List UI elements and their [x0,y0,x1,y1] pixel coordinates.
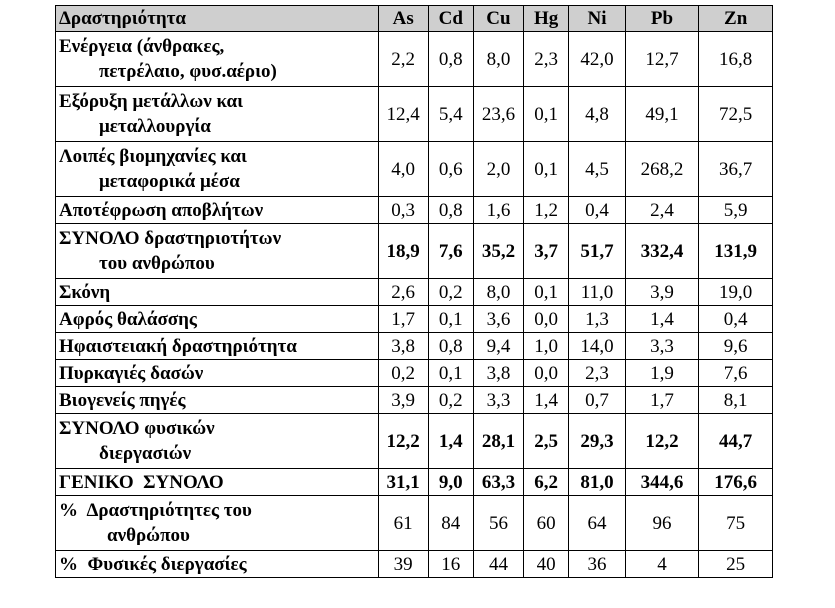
cell-ni: 4,5 [569,142,625,197]
cell-cu: 2,0 [474,142,524,197]
cell-cu: 3,8 [474,360,524,387]
row-label-line: ΣΥΝΟΛΟ φυσικών [59,418,215,439]
row-label-line: Ενέργεια (άνθρακες, [59,36,225,57]
row-label [56,496,379,551]
cell-as: 3,8 [378,333,428,360]
header-zn: Zn [699,6,773,32]
cell-cd: 0,2 [428,387,473,414]
cell-pb: 12,2 [625,414,699,469]
cell-zn: 5,9 [699,197,773,224]
table-row [56,32,773,87]
cell-cd: 0,8 [428,32,473,87]
row-label [56,224,379,279]
cell-ni: 1,3 [569,306,625,333]
row-label: ΓΕΝΙΚΟ ΣΥΝΟΛΟ [56,469,379,496]
cell-hg: 6,2 [523,469,568,496]
header-ni: Ni [569,6,625,32]
row-label [56,87,379,142]
header-row [56,6,773,32]
row-label [56,32,379,87]
header-pb: Pb [625,6,699,32]
cell-zn: 19,0 [699,279,773,306]
cell-ni: 0,7 [569,387,625,414]
cell-cd: 0,8 [428,197,473,224]
cell-cd: 84 [428,496,473,551]
cell-cd: 0,8 [428,333,473,360]
cell-hg: 2,3 [523,32,568,87]
cell-hg: 3,7 [523,224,568,279]
cell-ni: 4,8 [569,87,625,142]
cell-hg: 1,2 [523,197,568,224]
cell-zn: 72,5 [699,87,773,142]
table-row [56,387,773,414]
cell-cu: 23,6 [474,87,524,142]
cell-ni: 42,0 [569,32,625,87]
row-label: Αφρός θαλάσσης [56,306,379,333]
cell-zn: 176,6 [699,469,773,496]
cell-cu: 35,2 [474,224,524,279]
table-row [56,142,773,197]
cell-as: 0,2 [378,360,428,387]
cell-hg: 0,0 [523,306,568,333]
header-cu: Cu [474,6,524,32]
table-row [56,224,773,279]
cell-zn: 44,7 [699,414,773,469]
cell-ni: 0,4 [569,197,625,224]
header-hg: Hg [523,6,568,32]
cell-zn: 75 [699,496,773,551]
cell-pb: 1,4 [625,306,699,333]
cell-pb: 332,4 [625,224,699,279]
row-label-line: μεταφορικά μέσα [99,171,240,192]
cell-zn: 25 [699,551,773,578]
cell-hg: 1,4 [523,387,568,414]
cell-as: 4,0 [378,142,428,197]
cell-hg: 0,1 [523,279,568,306]
cell-as: 1,7 [378,306,428,333]
cell-zn: 131,9 [699,224,773,279]
cell-ni: 11,0 [569,279,625,306]
cell-cu: 28,1 [474,414,524,469]
cell-pb: 268,2 [625,142,699,197]
cell-zn: 16,8 [699,32,773,87]
cell-ni: 29,3 [569,414,625,469]
row-label-line: μεταλλουργία [99,116,211,137]
row-label-line: πετρέλαιο, φυσ.αέριο) [99,61,277,82]
row-label: Σκόνη [56,279,379,306]
row-label: Βιογενείς πηγές [56,387,379,414]
cell-cd: 0,1 [428,360,473,387]
cell-hg: 2,5 [523,414,568,469]
cell-cu: 8,0 [474,279,524,306]
cell-ni: 81,0 [569,469,625,496]
cell-as: 18,9 [378,224,428,279]
row-label-line: Εξόρυξη μετάλλων και [59,91,243,112]
row-label: Αποτέφρωση αποβλήτων [56,197,379,224]
row-label [56,414,379,469]
table-row [56,551,773,578]
cell-cu: 3,6 [474,306,524,333]
table-row [56,414,773,469]
cell-cu: 56 [474,496,524,551]
row-label: Ηφαιστειακή δραστηριότητα [56,333,379,360]
cell-zn: 36,7 [699,142,773,197]
cell-as: 12,2 [378,414,428,469]
cell-hg: 1,0 [523,333,568,360]
cell-cd: 7,6 [428,224,473,279]
header-activity: Δραστηριότητα [56,6,379,32]
table-row [56,87,773,142]
cell-as: 61 [378,496,428,551]
cell-cd: 5,4 [428,87,473,142]
row-label-line: ανθρώπου [107,525,190,546]
cell-zn: 8,1 [699,387,773,414]
cell-hg: 60 [523,496,568,551]
cell-cu: 3,3 [474,387,524,414]
cell-hg: 0,0 [523,360,568,387]
cell-hg: 0,1 [523,142,568,197]
table-row [56,496,773,551]
cell-hg: 0,1 [523,87,568,142]
cell-ni: 2,3 [569,360,625,387]
table-row [56,197,773,224]
cell-cd: 0,1 [428,306,473,333]
cell-zn: 0,4 [699,306,773,333]
cell-cd: 9,0 [428,469,473,496]
table-row [56,279,773,306]
cell-as: 2,6 [378,279,428,306]
cell-as: 39 [378,551,428,578]
cell-zn: 9,6 [699,333,773,360]
row-label [56,142,379,197]
table-row [56,469,773,496]
row-label-line: % Δραστηριότητες του [59,500,252,521]
cell-pb: 4 [625,551,699,578]
table-row [56,360,773,387]
cell-ni: 14,0 [569,333,625,360]
cell-pb: 1,7 [625,387,699,414]
table-row [56,306,773,333]
cell-zn: 7,6 [699,360,773,387]
cell-cd: 1,4 [428,414,473,469]
cell-as: 12,4 [378,87,428,142]
cell-cu: 63,3 [474,469,524,496]
cell-hg: 40 [523,551,568,578]
cell-cu: 1,6 [474,197,524,224]
emissions-table [55,5,773,578]
cell-pb: 344,6 [625,469,699,496]
cell-ni: 36 [569,551,625,578]
cell-cd: 0,6 [428,142,473,197]
cell-pb: 12,7 [625,32,699,87]
row-label: % Φυσικές διεργασίες [56,551,379,578]
cell-pb: 96 [625,496,699,551]
cell-ni: 51,7 [569,224,625,279]
cell-cu: 9,4 [474,333,524,360]
cell-cu: 44 [474,551,524,578]
cell-cu: 8,0 [474,32,524,87]
cell-as: 2,2 [378,32,428,87]
row-label-line: Λοιπές βιομηχανίες και [59,146,247,167]
cell-pb: 49,1 [625,87,699,142]
row-label-line: του ανθρώπου [99,253,215,274]
table-row [56,333,773,360]
cell-pb: 1,9 [625,360,699,387]
header-as: As [378,6,428,32]
cell-as: 31,1 [378,469,428,496]
row-label-line: ΣΥΝΟΛΟ δραστηριοτήτων [59,228,282,249]
cell-pb: 3,3 [625,333,699,360]
cell-pb: 2,4 [625,197,699,224]
cell-pb: 3,9 [625,279,699,306]
cell-ni: 64 [569,496,625,551]
cell-cd: 16 [428,551,473,578]
row-label-line: διεργασιών [99,443,192,464]
cell-as: 3,9 [378,387,428,414]
cell-as: 0,3 [378,197,428,224]
header-cd: Cd [428,6,473,32]
cell-cd: 0,2 [428,279,473,306]
row-label: Πυρκαγιές δασών [56,360,379,387]
